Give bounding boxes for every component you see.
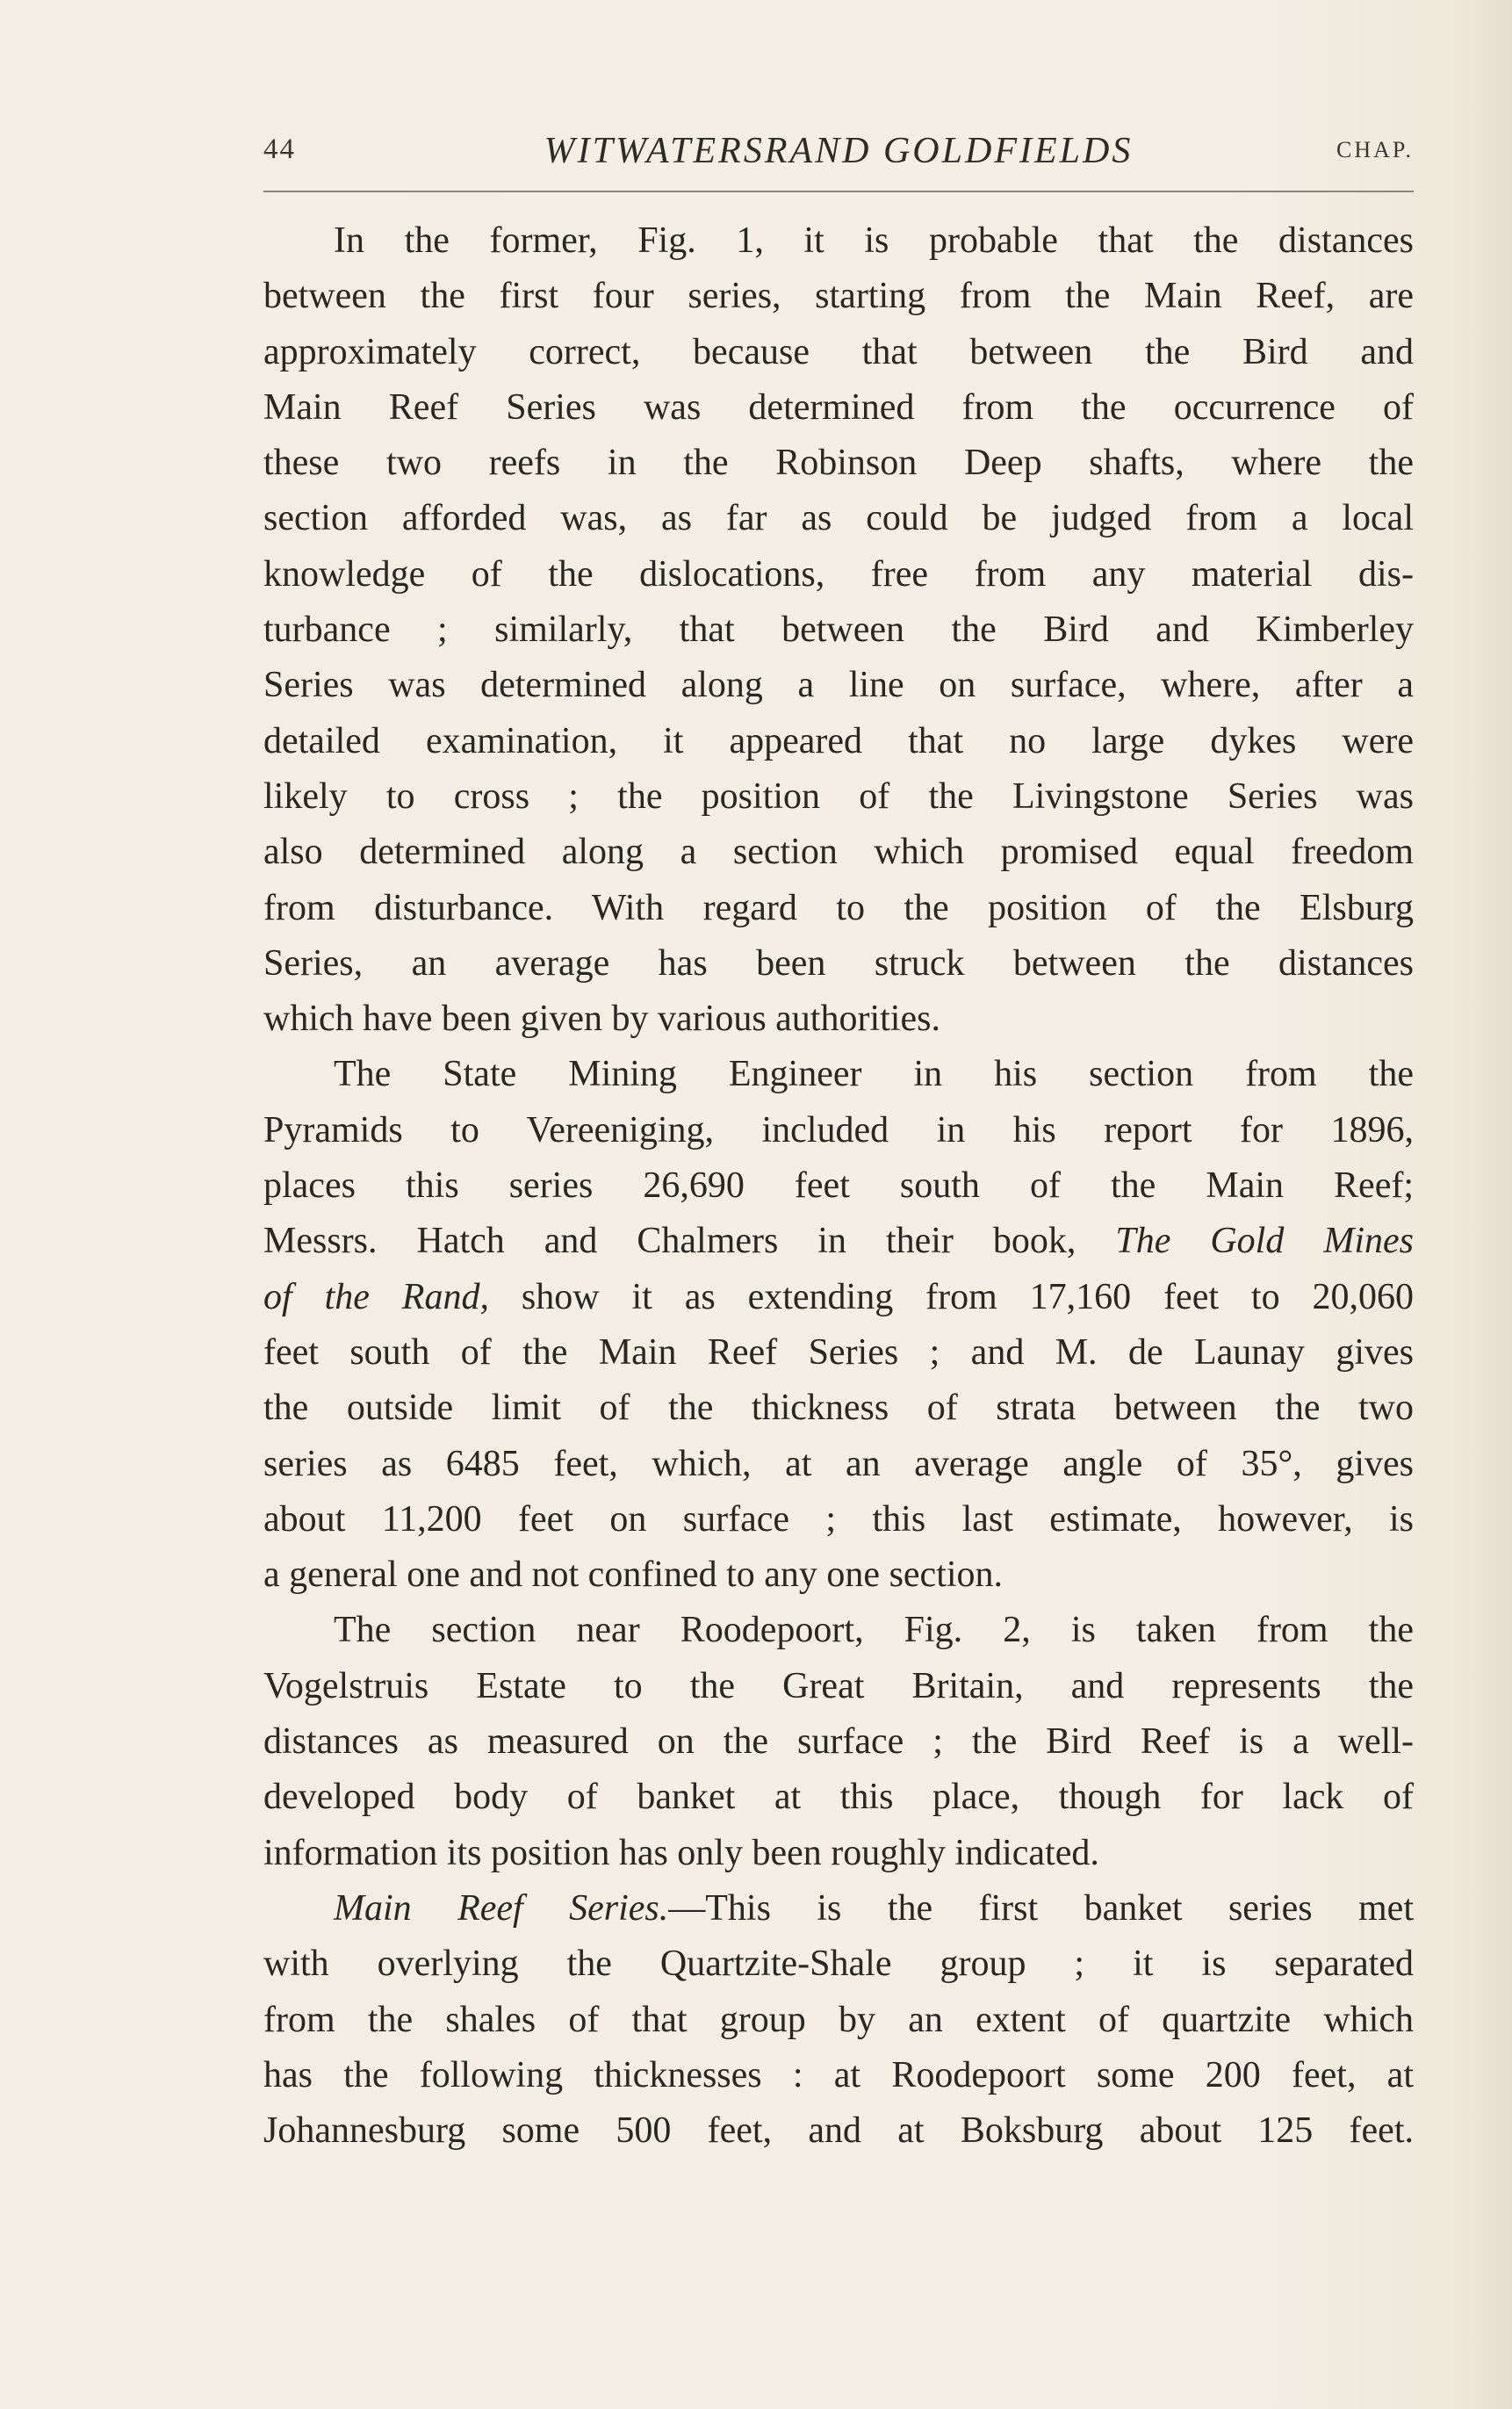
section-heading-italic: Main Reef Series. xyxy=(334,1887,669,1929)
text-line xyxy=(263,1881,1414,1937)
text-line: Vogelstruis Estate to the Great Britain, and represents the xyxy=(263,1665,1414,1706)
header-rule xyxy=(263,191,1414,192)
text-line: Johannesburg some 500 feet, and at Boksburg about 125 feet. xyxy=(263,2110,1414,2152)
body-text xyxy=(263,213,1414,2159)
text-line: knowledge of the dislocations, free from any material dis- xyxy=(263,553,1414,595)
page-header xyxy=(263,130,1414,179)
book-title-italic: The Gold Mines xyxy=(1115,1221,1414,1262)
text-line: The State Mining Engineer in his section from the xyxy=(334,1054,1414,1095)
chapter-label: CHAP. xyxy=(1336,137,1414,162)
text-line xyxy=(263,1214,1414,1269)
page-number: 44 xyxy=(263,133,296,165)
text-line: which have been given by various authorities. xyxy=(263,999,940,1040)
text-line: between the first four series, starting from the Main Reef, are xyxy=(263,276,1414,317)
text-line: these two reefs in the Robinson Deep shafts, where the xyxy=(263,443,1414,484)
text-line: Series, an average has been struck between the distances xyxy=(263,942,1414,984)
text-run: Messrs. Hatch and Chalmers in their book, xyxy=(263,1221,1116,1262)
text-line: Main Reef Series was determined from the occurrence of xyxy=(263,386,1414,428)
running-title: WITWATERSRAND GOLDFIELDS xyxy=(544,131,1134,171)
text-line: series as 6485 feet, which, at an average angle of 35°, gives xyxy=(263,1443,1414,1484)
text-line: a general one and not confined to any one section. xyxy=(263,1554,1004,1596)
text-line: likely to cross ; the position of the Livingstone Series was xyxy=(263,775,1414,817)
text-run: show it as extending from 17,160 feet to 20,060 xyxy=(488,1276,1414,1317)
text-line: turbance ; similarly, that between the Bird and Kimberley xyxy=(263,609,1414,651)
text-line: detailed examination, it appeared that no large dykes were xyxy=(263,720,1414,761)
text-line: feet south of the Main Reef Series ; and M. de Launay gives xyxy=(263,1331,1414,1373)
text-line: from disturbance. With regard to the position of the Elsburg xyxy=(263,887,1414,928)
text-line: In the former, Fig. 1, it is probable that the distances xyxy=(334,220,1414,261)
text-line: has the following thicknesses : at Roodepoort some 200 feet, at xyxy=(263,2054,1414,2095)
text-line: Series was determined along a line on surface, where, after a xyxy=(263,665,1414,706)
book-title-italic: of the Rand, xyxy=(263,1276,489,1317)
text-line: information its position has only been roughly indicated. xyxy=(263,1832,1099,1873)
text-line: The section near Roodepoort, Fig. 2, is taken from the xyxy=(334,1610,1414,1651)
text-line: approximately correct, because that between the Bird and xyxy=(263,331,1414,372)
text-line: places this series 26,690 feet south of the Main Reef; xyxy=(263,1165,1414,1207)
text-line: also determined along a section which promised equal freedom xyxy=(263,832,1414,873)
text-line: with overlying the Quartzite-Shale group ; it is separated xyxy=(263,1944,1414,1985)
text-line: section afforded was, as far as could be judged from a local xyxy=(263,498,1414,539)
text-line: from the shales of that group by an extent of quartzite which xyxy=(263,1999,1414,2040)
text-line: the outside limit of the thickness of strata between the two xyxy=(263,1388,1414,1429)
text-line: about 11,200 feet on surface ; this last estimate, however, is xyxy=(263,1498,1414,1540)
text-line: developed body of banket at this place, though for lack of xyxy=(263,1777,1414,1818)
text-line: Pyramids to Vereeniging, included in his report for 1896, xyxy=(263,1109,1414,1150)
text-line: distances as measured on the surface ; the Bird Reef is a well- xyxy=(263,1721,1414,1763)
text-run: —This is the first banket series met xyxy=(668,1887,1414,1929)
text-line xyxy=(263,1270,1414,1325)
